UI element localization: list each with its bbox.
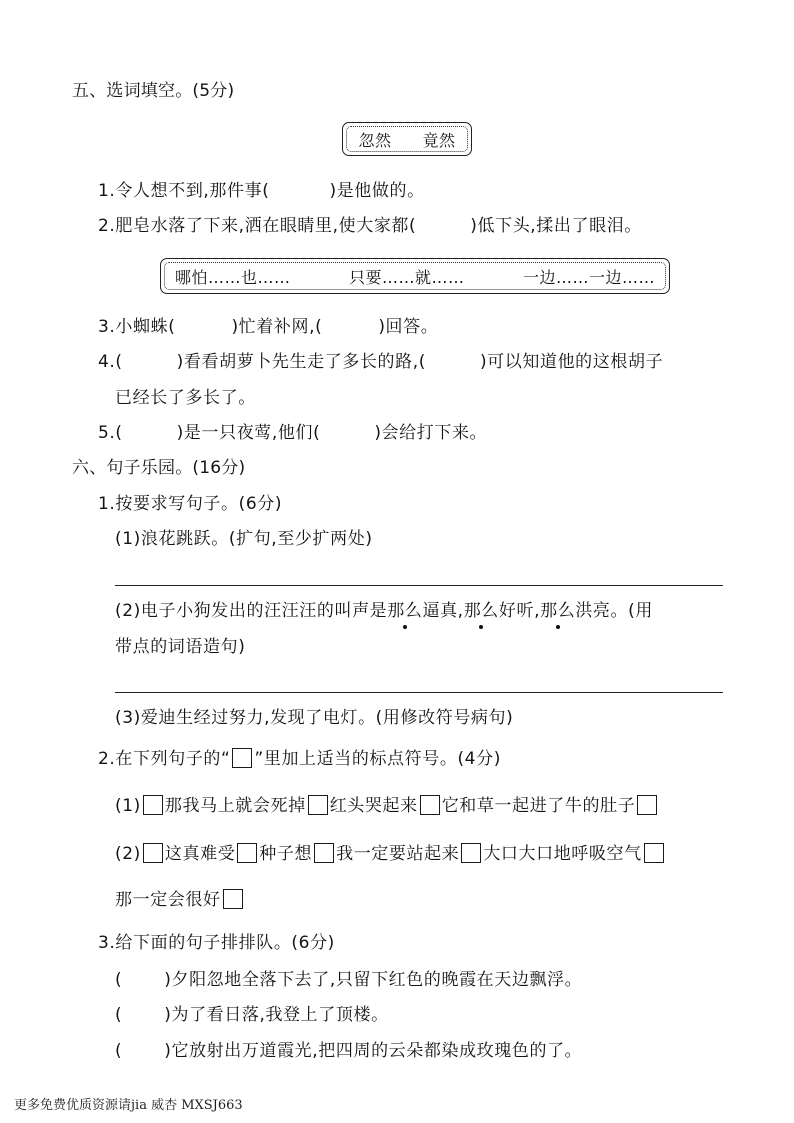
part-1-sentence-2: (2)电子小狗发出的汪汪汪的叫声是那么逼真,那么好听,那么洪亮。(用 xyxy=(115,601,653,621)
punctuation-box xyxy=(232,748,252,768)
punctuation-box[interactable] xyxy=(308,795,328,815)
dotted-word: 那么 xyxy=(463,601,499,621)
punctuation-box[interactable] xyxy=(237,843,257,863)
answer-line[interactable] xyxy=(115,585,723,586)
question-5-2: 2.肥皂水落了下来,洒在眼睛里,使大家都( )低下头,揉出了眼泪。 xyxy=(98,216,642,236)
part-1-sentence-2-cont: 带点的词语造句) xyxy=(115,637,246,657)
word-option: 哪怕……也…… xyxy=(175,267,291,287)
punctuation-box[interactable] xyxy=(143,795,163,815)
answer-line[interactable] xyxy=(115,692,723,693)
question-5-4: 4.( )看看胡萝卜先生走了多长的路,( )可以知道他的这根胡子 xyxy=(98,352,664,372)
footer-watermark: 更多免费优质资源请jia 威杏 MXSJ663 xyxy=(14,1098,243,1113)
punctuation-box[interactable] xyxy=(461,843,481,863)
part-3-title: 3.给下面的句子排排队。(6分) xyxy=(98,933,335,953)
word-option: 忽然 xyxy=(358,130,392,150)
word-option: 一边……一边…… xyxy=(522,267,655,287)
order-item: ( )它放射出万道霞光,把四周的云朵都染成玫瑰色的了。 xyxy=(115,1041,583,1061)
section-5-title: 五、选词填空。(5分) xyxy=(72,81,235,101)
word-choice-box-2 xyxy=(160,258,670,294)
part-2-title: 2.在下列句子的“ ”里加上适当的标点符号。(4分) xyxy=(98,749,501,769)
punctuation-box[interactable] xyxy=(420,795,440,815)
part-2-row-1: (1) 那我马上就会死掉 红头哭起来 它和草一起进了牛的肚子 xyxy=(115,795,659,817)
dotted-word: 那么 xyxy=(387,601,423,621)
word-choice-box-1 xyxy=(342,122,472,156)
dotted-word: 那么 xyxy=(540,601,576,621)
part-1-sentence-3: (3)爱迪生经过努力,发现了电灯。(用修改符号病句) xyxy=(115,708,514,728)
part-1-sentence-1: (1)浪花跳跃。(扩句,至少扩两处) xyxy=(115,529,373,549)
part-2-row-2: (2) 这真难受 种子想 我一定要站起来 大口大口地呼吸空气 xyxy=(115,843,666,865)
section-6-title: 六、句子乐园。(16分) xyxy=(72,458,246,478)
question-5-4-cont: 已经长了多长了。 xyxy=(115,388,256,408)
question-5-1: 1.令人想不到,那件事( )是他做的。 xyxy=(98,181,425,201)
part-1-title: 1.按要求写句子。(6分) xyxy=(98,494,283,514)
punctuation-box[interactable] xyxy=(644,843,664,863)
question-5-5: 5.( )是一只夜莺,他们( )会给打下来。 xyxy=(98,423,488,443)
word-option: 竟然 xyxy=(422,130,456,150)
order-item: ( )夕阳忽地全落下去了,只留下红色的晚霞在天边飘浮。 xyxy=(115,970,583,990)
question-5-3: 3.小蜘蛛( )忙着补网,( )回答。 xyxy=(98,317,439,337)
word-option: 只要……就…… xyxy=(348,267,465,287)
punctuation-box[interactable] xyxy=(143,843,163,863)
punctuation-box[interactable] xyxy=(637,795,657,815)
punctuation-box[interactable] xyxy=(223,889,243,909)
part-2-row-2-cont: 那一定会很好 xyxy=(115,889,245,911)
punctuation-box[interactable] xyxy=(314,843,334,863)
order-item: ( )为了看日落,我登上了顶楼。 xyxy=(115,1005,389,1025)
